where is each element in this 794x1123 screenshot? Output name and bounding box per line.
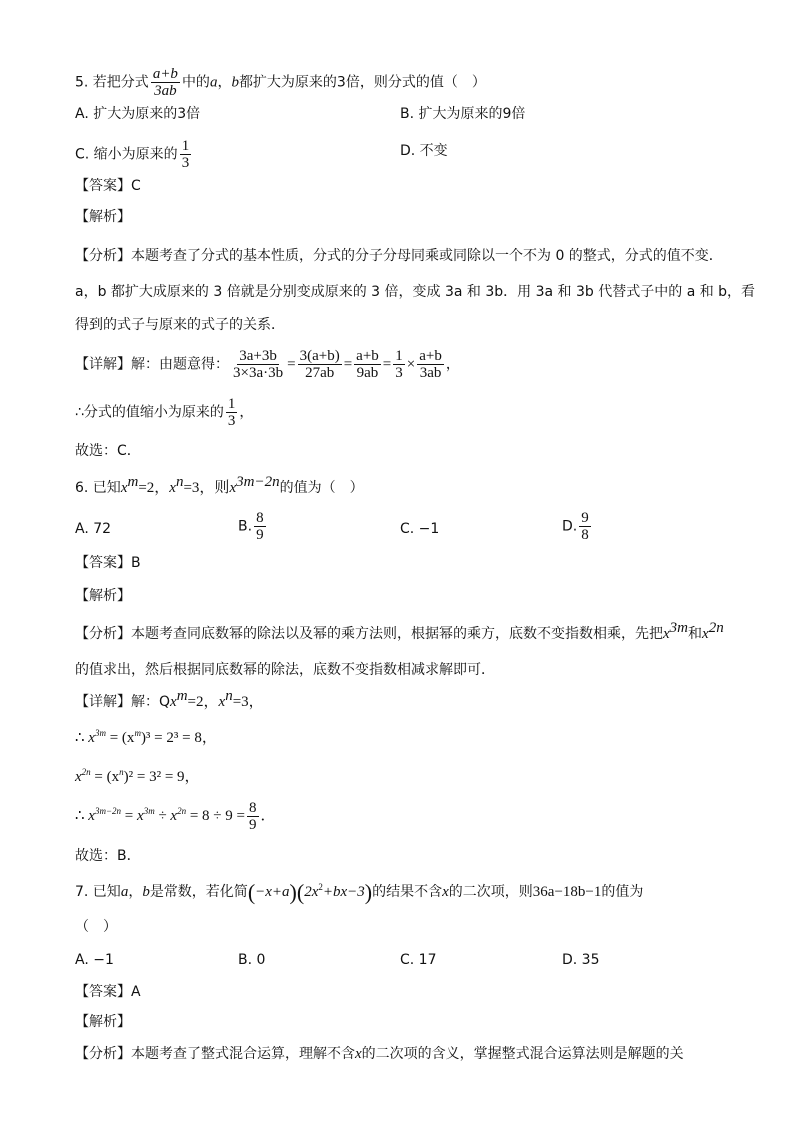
q7-option-c: C. 17	[400, 952, 437, 968]
q6-option-c: C. −1	[400, 521, 440, 537]
q5-analysis-line-1: 【分析】本题考查了分式的基本性质，分式的分子分母同乘或同除以一个不为 0 的整式，分式的值不变．	[75, 248, 723, 264]
q6-step-3: ∴ $x^{3m-2n} = x^{3m} \div x^{2n} = 8 \div 9$ = $\frac{8}{9}$ ．	[75, 800, 276, 833]
q5-option-c: C. 缩小为原来的 $\frac{1}{3}$	[75, 138, 190, 171]
q7-answer: 【答案】A	[75, 984, 141, 1000]
q6-stem: 6. 已知$x^m=2$，$x^n=3$，则$x^{3m-2n}$的值为（ ）	[75, 474, 364, 496]
q5-choose: 故选：C．	[75, 443, 141, 459]
q5-detail: 【详解】解：由题意得： $\frac{3a+3b}{3\times 3a\cdot 3b}$ = $\frac{3(a+b)}{27ab}$ = $\frac{a+b}{9ab}$ = $\frac{1}{3}$ × $\frac{a+b}{3ab}$ ，	[75, 348, 460, 381]
q6-analysis-line-1: 【分析】本题考查同底数幂的除法以及幂的乘方法则，根据幂的乘方，底数不变指数相乘，先把$x^{3m}$和$x^{2n}$	[75, 620, 724, 642]
q5-conclusion: ∴分式的值缩小为原来的 $\frac{1}{3}$ ，	[75, 396, 254, 429]
q6-step-1: ∴ $x^{3m} = (x^m)^3 = 2^3 = 8$，	[75, 728, 217, 746]
q5-analysis-line-3: 得到的式子与原来的式子的关系．	[75, 317, 285, 333]
q6-analysis-label: 【解析】	[75, 588, 131, 604]
q7-stem: 7. 已知a，b是常数，若化简$(-x+a)(2x^2+bx-3)$的结果不含x的二次项，则36a−18b−1的值为	[75, 879, 644, 905]
q7-option-b: B. 0	[238, 952, 266, 968]
q5-option-b: B. 扩大为原来的9倍	[400, 106, 526, 122]
q7-paren: （ ）	[75, 919, 117, 935]
q7-analysis-line-1: 【分析】本题考查了整式混合运算，理解不含x的二次项的含义，掌握整式混合运算法则是解题的关	[75, 1046, 684, 1062]
q6-answer: 【答案】B	[75, 555, 141, 571]
q6-detail: 【详解】解：$Qx^m=2$，$x^n=3$，	[75, 688, 264, 710]
q6-option-d: D. $\frac{9}{8}$	[562, 510, 589, 543]
q5-stem-pre: 5. 若把分式	[75, 74, 149, 91]
q5-answer: 【答案】C	[75, 178, 141, 194]
q5-option-a: A. 扩大为原来的3倍	[75, 106, 201, 122]
q7-option-a: A. −1	[75, 952, 114, 968]
q5-analysis-line-2: a，b 都扩大成原来的 3 倍就是分别变成原来的 3 倍，变成 3a 和 3b．用 3a 和 3b 代替式子中的 a 和 b，看	[75, 284, 756, 300]
q7-analysis-label: 【解析】	[75, 1014, 131, 1030]
q6-option-a: A. 72	[75, 521, 112, 537]
q5-option-d: D. 不变	[400, 143, 448, 159]
q5-stem: 5. 若把分式 $\frac{a+b}{3ab}$ 中的a，b都扩大为原来的3倍，则分式的值（ ）	[75, 66, 486, 99]
q6-option-b: B. $\frac{8}{9}$	[238, 510, 264, 543]
q7-option-d: D. 35	[562, 952, 600, 968]
q5-fraction: $\frac{a+b}{3ab}$	[152, 66, 178, 99]
q6-analysis-line-2: 的值求出，然后根据同底数幂的除法，底数不变指数相减求解即可．	[75, 662, 495, 678]
q5-analysis-label: 【解析】	[75, 209, 131, 225]
q6-choose: 故选：B．	[75, 848, 141, 864]
q6-step-2: $x^{2n} = (x^n)^2 = 3^2 = 9$，	[75, 767, 200, 785]
